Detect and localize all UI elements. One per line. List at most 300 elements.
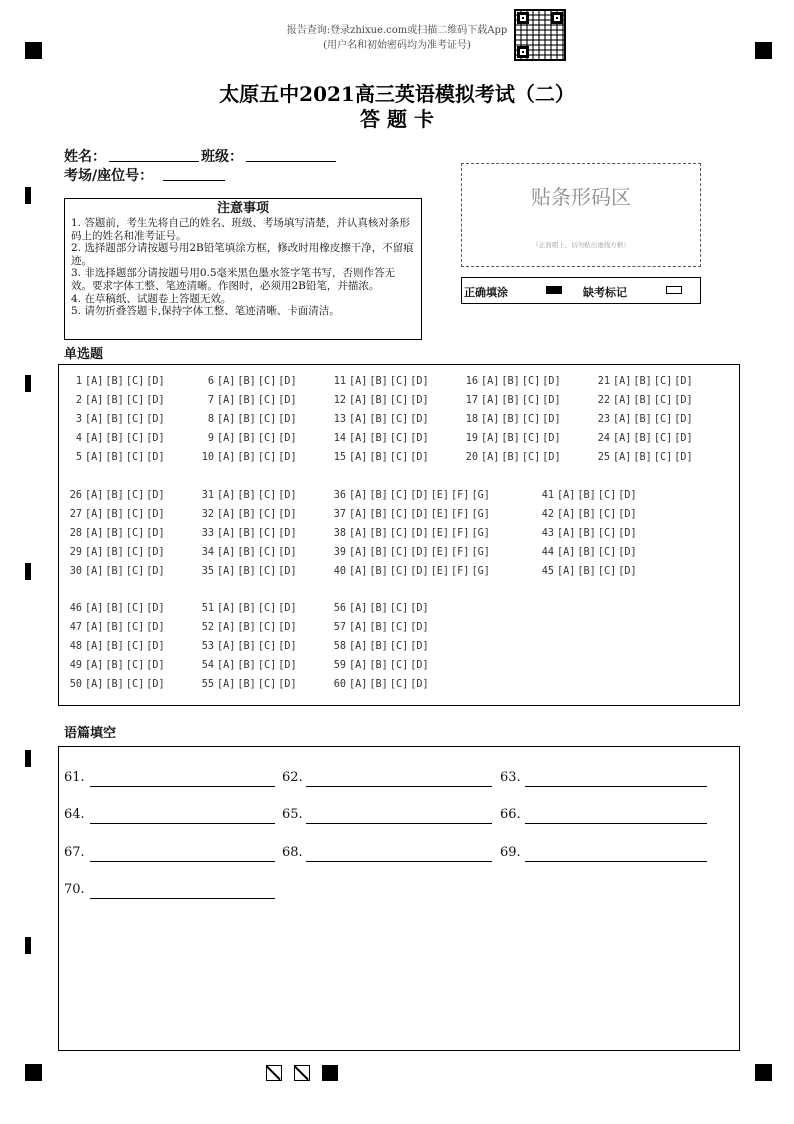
answer-option-a[interactable]: [A] — [613, 433, 632, 444]
answer-option-b[interactable]: [B] — [237, 622, 256, 633]
answer-option-d[interactable]: [D] — [410, 490, 429, 501]
answer-option-a[interactable]: [A] — [217, 490, 236, 501]
answer-option-b[interactable]: [B] — [501, 395, 520, 406]
answer-option-d[interactable]: [D] — [146, 528, 165, 539]
answer-option-c[interactable]: [C] — [125, 547, 145, 558]
answer-option-c[interactable]: [C] — [389, 452, 409, 463]
question-number: 11 — [333, 376, 346, 387]
answer-option-d[interactable]: [D] — [278, 566, 297, 577]
answer-option-d[interactable]: [D] — [146, 376, 165, 387]
qr-code[interactable] — [514, 9, 566, 61]
answer-option-a[interactable]: [A] — [349, 660, 368, 671]
answer-option-d[interactable]: [D] — [278, 528, 297, 539]
answer-option-a[interactable]: [A] — [481, 395, 500, 406]
blank-answer-line[interactable] — [90, 897, 275, 899]
answer-option-b[interactable]: [B] — [501, 414, 520, 425]
report-note-line1: 报告查询:登录zhixue.com或扫描二维码下载App — [286, 25, 508, 36]
answer-option-d[interactable]: [D] — [278, 622, 297, 633]
answer-option-d[interactable]: [D] — [542, 433, 561, 444]
answer-option-d[interactable]: [D] — [146, 433, 165, 444]
blank-answer-line[interactable] — [90, 785, 275, 787]
answer-option-c[interactable]: [C] — [125, 603, 145, 614]
answer-option-a[interactable]: [A] — [217, 622, 236, 633]
answer-option-c[interactable]: [C] — [597, 547, 617, 558]
answer-option-c[interactable]: [C] — [125, 679, 145, 690]
answer-option-d[interactable]: [D] — [278, 509, 297, 520]
answer-option-c[interactable]: [C] — [257, 679, 277, 690]
answer-option-c[interactable]: [C] — [257, 452, 277, 463]
answer-option-a[interactable]: [A] — [349, 509, 368, 520]
answer-option-c[interactable]: [C] — [597, 509, 617, 520]
answer-option-a[interactable]: [A] — [349, 679, 368, 690]
answer-option-c[interactable]: [C] — [257, 376, 277, 387]
answer-option-b[interactable]: [B] — [369, 490, 388, 501]
answer-option-a[interactable]: [A] — [85, 641, 104, 652]
answer-option-a[interactable]: [A] — [85, 376, 104, 387]
answer-option-b[interactable]: [B] — [237, 433, 256, 444]
answer-option-b[interactable]: [B] — [105, 528, 124, 539]
answer-option-c[interactable]: [C] — [521, 414, 541, 425]
answer-option-b[interactable]: [B] — [369, 395, 388, 406]
answer-option-c[interactable]: [C] — [389, 566, 409, 577]
answer-option-b[interactable]: [B] — [633, 376, 652, 387]
answer-option-d[interactable]: [D] — [278, 679, 297, 690]
blank-answer-line[interactable] — [90, 822, 275, 824]
answer-option-a[interactable]: [A] — [349, 641, 368, 652]
answer-option-d[interactable]: [D] — [278, 490, 297, 501]
answer-option-c[interactable]: [C] — [125, 641, 145, 652]
answer-option-d[interactable]: [D] — [410, 376, 429, 387]
answer-option-b[interactable]: [B] — [369, 622, 388, 633]
answer-option-g[interactable]: [G] — [471, 509, 490, 520]
answer-option-d[interactable]: [D] — [278, 433, 297, 444]
answer-option-c[interactable]: [C] — [389, 603, 409, 614]
answer-option-c[interactable]: [C] — [521, 395, 541, 406]
answer-option-g[interactable]: [G] — [471, 490, 490, 501]
answer-option-a[interactable]: [A] — [557, 547, 576, 558]
answer-option-b[interactable]: [B] — [633, 433, 652, 444]
answer-option-d[interactable]: [D] — [674, 395, 693, 406]
answer-option-c[interactable]: [C] — [125, 395, 145, 406]
answer-option-a[interactable]: [A] — [481, 452, 500, 463]
notice-item: 3. 非选择题部分请按题号用0.5毫米黑色墨水签字笔书写，否则作答无效。要求字体工整、笔迹清晰。作图时，必须用2B铅笔，并描浓。 — [71, 267, 396, 292]
answer-option-c[interactable]: [C] — [125, 566, 145, 577]
answer-option-c[interactable]: [C] — [125, 509, 145, 520]
answer-option-b[interactable]: [B] — [577, 528, 596, 539]
answer-option-c[interactable]: [C] — [653, 376, 673, 387]
answer-option-d[interactable]: [D] — [146, 679, 165, 690]
answer-option-b[interactable]: [B] — [633, 395, 652, 406]
answer-option-c[interactable]: [C] — [257, 395, 277, 406]
answer-option-a[interactable]: [A] — [349, 452, 368, 463]
answer-option-a[interactable]: [A] — [349, 603, 368, 614]
answer-option-d[interactable]: [D] — [618, 566, 637, 577]
answer-option-a[interactable]: [A] — [481, 376, 500, 387]
answer-option-a[interactable]: [A] — [85, 603, 104, 614]
answer-option-a[interactable]: [A] — [217, 452, 236, 463]
answer-option-c[interactable]: [C] — [257, 660, 277, 671]
answer-option-c[interactable]: [C] — [653, 433, 673, 444]
answer-option-c[interactable]: [C] — [257, 528, 277, 539]
question-49 — [68, 659, 167, 672]
answer-option-c[interactable]: [C] — [257, 433, 277, 444]
blank-answer-line[interactable] — [525, 860, 707, 862]
answer-option-c[interactable]: [C] — [389, 528, 409, 539]
answer-option-b[interactable]: [B] — [501, 452, 520, 463]
answer-option-c[interactable]: [C] — [389, 376, 409, 387]
answer-option-a[interactable]: [A] — [557, 509, 576, 520]
answer-option-c[interactable]: [C] — [125, 452, 145, 463]
answer-option-f[interactable]: [F] — [451, 509, 470, 520]
answer-option-d[interactable]: [D] — [618, 509, 637, 520]
answer-option-d[interactable]: [D] — [542, 376, 561, 387]
answer-option-d[interactable]: [D] — [146, 414, 165, 425]
answer-option-a[interactable]: [A] — [217, 414, 236, 425]
answer-option-a[interactable]: [A] — [217, 660, 236, 671]
question-18 — [464, 413, 563, 426]
answer-option-a[interactable]: [A] — [481, 414, 500, 425]
answer-option-b[interactable]: [B] — [237, 376, 256, 387]
question-number: 48 — [69, 641, 82, 652]
blank-answer-line[interactable] — [306, 860, 492, 862]
answer-option-d[interactable]: [D] — [410, 679, 429, 690]
fill-legend — [461, 277, 701, 304]
answer-option-b[interactable]: [B] — [369, 679, 388, 690]
answer-option-d[interactable]: [D] — [278, 376, 297, 387]
answer-option-c[interactable]: [C] — [389, 395, 409, 406]
answer-option-d[interactable]: [D] — [542, 395, 561, 406]
answer-option-b[interactable]: [B] — [237, 490, 256, 501]
answer-option-a[interactable]: [A] — [217, 395, 236, 406]
answer-option-c[interactable]: [C] — [125, 622, 145, 633]
answer-option-a[interactable]: [A] — [557, 566, 576, 577]
seat-field[interactable] — [163, 164, 225, 181]
answer-option-g[interactable]: [G] — [471, 566, 490, 577]
answer-option-d[interactable]: [D] — [146, 641, 165, 652]
question-number: 50 — [69, 679, 82, 690]
answer-option-c[interactable]: [C] — [257, 414, 277, 425]
answer-option-d[interactable]: [D] — [146, 566, 165, 577]
answer-option-b[interactable]: [B] — [237, 452, 256, 463]
question-45 — [540, 565, 639, 578]
answer-option-d[interactable]: [D] — [146, 395, 165, 406]
answer-option-d[interactable]: [D] — [674, 452, 693, 463]
answer-option-d[interactable]: [D] — [410, 622, 429, 633]
answer-option-b[interactable]: [B] — [105, 603, 124, 614]
answer-option-d[interactable]: [D] — [618, 528, 637, 539]
answer-option-d[interactable]: [D] — [278, 641, 297, 652]
answer-option-d[interactable]: [D] — [146, 490, 165, 501]
answer-option-a[interactable]: [A] — [557, 528, 576, 539]
answer-option-d[interactable]: [D] — [146, 622, 165, 633]
answer-option-d[interactable]: [D] — [278, 395, 297, 406]
answer-option-a[interactable]: [A] — [613, 414, 632, 425]
answer-option-a[interactable]: [A] — [85, 433, 104, 444]
answer-option-a[interactable]: [A] — [349, 566, 368, 577]
answer-option-b[interactable]: [B] — [501, 376, 520, 387]
answer-option-a[interactable]: [A] — [349, 376, 368, 387]
question-number: 12 — [333, 395, 346, 406]
answer-option-g[interactable]: [G] — [471, 547, 490, 558]
answer-option-a[interactable]: [A] — [85, 509, 104, 520]
answer-option-c[interactable]: [C] — [389, 641, 409, 652]
answer-option-d[interactable]: [D] — [542, 414, 561, 425]
answer-option-b[interactable]: [B] — [369, 509, 388, 520]
answer-option-b[interactable]: [B] — [369, 433, 388, 444]
answer-option-a[interactable]: [A] — [217, 641, 236, 652]
answer-option-a[interactable]: [A] — [349, 433, 368, 444]
answer-option-b[interactable]: [B] — [577, 490, 596, 501]
answer-option-c[interactable]: [C] — [257, 603, 277, 614]
answer-option-d[interactable]: [D] — [146, 547, 165, 558]
answer-option-b[interactable]: [B] — [577, 509, 596, 520]
answer-option-b[interactable]: [B] — [105, 376, 124, 387]
answer-option-a[interactable]: [A] — [85, 679, 104, 690]
answer-option-c[interactable]: [C] — [257, 641, 277, 652]
answer-option-b[interactable]: [B] — [105, 679, 124, 690]
answer-option-c[interactable]: [C] — [257, 622, 277, 633]
answer-option-c[interactable]: [C] — [521, 376, 541, 387]
answer-option-d[interactable]: [D] — [410, 509, 429, 520]
answer-option-b[interactable]: [B] — [237, 547, 256, 558]
answer-option-d[interactable]: [D] — [146, 660, 165, 671]
answer-option-e[interactable]: [E] — [430, 547, 450, 558]
question-number: 43 — [541, 528, 554, 539]
answer-option-a[interactable]: [A] — [217, 433, 236, 444]
answer-option-b[interactable]: [B] — [237, 414, 256, 425]
answer-option-f[interactable]: [F] — [451, 528, 470, 539]
question-6 — [200, 375, 299, 388]
answer-option-b[interactable]: [B] — [105, 433, 124, 444]
barcode-area[interactable] — [461, 163, 701, 267]
answer-option-b[interactable]: [B] — [369, 603, 388, 614]
answer-option-b[interactable]: [B] — [369, 452, 388, 463]
answer-option-d[interactable]: [D] — [410, 395, 429, 406]
answer-option-a[interactable]: [A] — [613, 395, 632, 406]
answer-option-d[interactable]: [D] — [674, 414, 693, 425]
blank-answer-line[interactable] — [306, 785, 492, 787]
answer-option-d[interactable]: [D] — [278, 547, 297, 558]
answer-option-a[interactable]: [A] — [217, 679, 236, 690]
question-27 — [68, 508, 167, 521]
answer-option-b[interactable]: [B] — [105, 660, 124, 671]
answer-option-b[interactable]: [B] — [105, 547, 124, 558]
timing-mark — [25, 750, 31, 767]
answer-option-c[interactable]: [C] — [125, 433, 145, 444]
answer-option-b[interactable]: [B] — [105, 414, 124, 425]
answer-option-c[interactable]: [C] — [125, 528, 145, 539]
answer-option-c[interactable]: [C] — [125, 414, 145, 425]
answer-option-d[interactable]: [D] — [146, 603, 165, 614]
answer-option-c[interactable]: [C] — [257, 490, 277, 501]
question-47 — [68, 621, 167, 634]
absent-mark-checkbox[interactable] — [666, 286, 682, 294]
answer-option-b[interactable]: [B] — [105, 490, 124, 501]
answer-option-c[interactable]: [C] — [125, 490, 145, 501]
answer-option-f[interactable]: [F] — [451, 566, 470, 577]
answer-option-a[interactable]: [A] — [349, 395, 368, 406]
answer-option-b[interactable]: [B] — [237, 509, 256, 520]
answer-option-d[interactable]: [D] — [410, 414, 429, 425]
question-number: 59 — [333, 660, 346, 671]
answer-option-d[interactable]: [D] — [278, 660, 297, 671]
answer-option-a[interactable]: [A] — [217, 376, 236, 387]
name-label: 姓名： — [64, 149, 106, 165]
answer-option-b[interactable]: [B] — [369, 376, 388, 387]
answer-option-b[interactable]: [B] — [577, 566, 596, 577]
answer-option-d[interactable]: [D] — [146, 509, 165, 520]
answer-option-a[interactable]: [A] — [349, 547, 368, 558]
answer-option-b[interactable]: [B] — [105, 452, 124, 463]
answer-option-b[interactable]: [B] — [105, 509, 124, 520]
answer-option-b[interactable]: [B] — [369, 641, 388, 652]
answer-option-b[interactable]: [B] — [105, 641, 124, 652]
answer-option-a[interactable]: [A] — [349, 490, 368, 501]
answer-option-c[interactable]: [C] — [389, 414, 409, 425]
class-field[interactable] — [246, 145, 336, 162]
answer-option-a[interactable]: [A] — [85, 452, 104, 463]
answer-option-c[interactable]: [C] — [389, 490, 409, 501]
answer-option-a[interactable]: [A] — [613, 452, 632, 463]
answer-option-a[interactable]: [A] — [217, 509, 236, 520]
answer-option-a[interactable]: [A] — [85, 566, 104, 577]
correct-fill-label: 正确填涂 — [464, 286, 508, 299]
question-number: 2 — [75, 395, 82, 406]
answer-option-b[interactable]: [B] — [369, 566, 388, 577]
answer-option-a[interactable]: [A] — [85, 660, 104, 671]
answer-option-a[interactable]: [A] — [217, 547, 236, 558]
answer-option-e[interactable]: [E] — [430, 509, 450, 520]
answer-option-c[interactable]: [C] — [389, 660, 409, 671]
answer-option-b[interactable]: [B] — [237, 679, 256, 690]
answer-option-a[interactable]: [A] — [85, 490, 104, 501]
answer-option-b[interactable]: [B] — [237, 660, 256, 671]
answer-option-c[interactable]: [C] — [653, 452, 673, 463]
answer-option-c[interactable]: [C] — [125, 660, 145, 671]
question-number: 30 — [69, 566, 82, 577]
blank-answer-line[interactable] — [90, 860, 275, 862]
answer-option-c[interactable]: [C] — [597, 490, 617, 501]
blank-answer-line[interactable] — [525, 822, 707, 824]
answer-option-d[interactable]: [D] — [410, 452, 429, 463]
answer-option-c[interactable]: [C] — [389, 433, 409, 444]
name-field[interactable] — [109, 145, 199, 162]
answer-option-a[interactable]: [A] — [217, 603, 236, 614]
answer-option-c[interactable]: [C] — [597, 528, 617, 539]
answer-option-a[interactable]: [A] — [349, 622, 368, 633]
answer-option-c[interactable]: [C] — [653, 395, 673, 406]
question-41 — [540, 489, 639, 502]
answer-option-e[interactable]: [E] — [430, 490, 450, 501]
answer-option-c[interactable]: [C] — [257, 509, 277, 520]
answer-option-b[interactable]: [B] — [237, 395, 256, 406]
question-11 — [332, 375, 431, 388]
answer-option-c[interactable]: [C] — [389, 622, 409, 633]
answer-option-b[interactable]: [B] — [105, 622, 124, 633]
question-42 — [540, 508, 639, 521]
blank-number: 65. — [282, 807, 303, 822]
answer-option-a[interactable]: [A] — [217, 528, 236, 539]
answer-option-c[interactable]: [C] — [653, 414, 673, 425]
question-number: 51 — [201, 603, 214, 614]
answer-option-a[interactable]: [A] — [217, 566, 236, 577]
answer-option-a[interactable]: [A] — [85, 528, 104, 539]
answer-option-c[interactable]: [C] — [257, 547, 277, 558]
answer-option-c[interactable]: [C] — [521, 452, 541, 463]
answer-option-c[interactable]: [C] — [389, 547, 409, 558]
answer-option-b[interactable]: [B] — [577, 547, 596, 558]
answer-option-b[interactable]: [B] — [105, 395, 124, 406]
answer-option-d[interactable]: [D] — [542, 452, 561, 463]
answer-option-d[interactable]: [D] — [618, 547, 637, 558]
answer-option-b[interactable]: [B] — [369, 528, 388, 539]
answer-option-d[interactable]: [D] — [410, 547, 429, 558]
answer-option-g[interactable]: [G] — [471, 528, 490, 539]
answer-option-e[interactable]: [E] — [430, 566, 450, 577]
blank-answer-line[interactable] — [306, 822, 492, 824]
answer-option-b[interactable]: [B] — [501, 433, 520, 444]
answer-option-a[interactable]: [A] — [481, 433, 500, 444]
answer-option-e[interactable]: [E] — [430, 528, 450, 539]
answer-option-a[interactable]: [A] — [85, 622, 104, 633]
answer-option-d[interactable]: [D] — [674, 376, 693, 387]
answer-option-b[interactable]: [B] — [369, 547, 388, 558]
answer-option-c[interactable]: [C] — [597, 566, 617, 577]
answer-option-d[interactable]: [D] — [410, 528, 429, 539]
answer-option-d[interactable]: [D] — [278, 603, 297, 614]
answer-option-a[interactable]: [A] — [557, 490, 576, 501]
answer-option-d[interactable]: [D] — [278, 452, 297, 463]
answer-option-c[interactable]: [C] — [389, 679, 409, 690]
answer-option-b[interactable]: [B] — [105, 566, 124, 577]
answer-option-f[interactable]: [F] — [451, 490, 470, 501]
answer-option-c[interactable]: [C] — [521, 433, 541, 444]
answer-option-d[interactable]: [D] — [410, 433, 429, 444]
answer-option-b[interactable]: [B] — [237, 603, 256, 614]
answer-option-b[interactable]: [B] — [237, 566, 256, 577]
answer-option-a[interactable]: [A] — [85, 395, 104, 406]
answer-option-a[interactable]: [A] — [349, 414, 368, 425]
answer-option-c[interactable]: [C] — [389, 509, 409, 520]
answer-option-d[interactable]: [D] — [410, 660, 429, 671]
answer-option-d[interactable]: [D] — [278, 414, 297, 425]
answer-option-d[interactable]: [D] — [410, 641, 429, 652]
answer-option-c[interactable]: [C] — [257, 566, 277, 577]
answer-option-d[interactable]: [D] — [674, 433, 693, 444]
question-number: 55 — [201, 679, 214, 690]
answer-option-b[interactable]: [B] — [369, 414, 388, 425]
answer-option-b[interactable]: [B] — [237, 641, 256, 652]
answer-option-d[interactable]: [D] — [410, 603, 429, 614]
answer-option-d[interactable]: [D] — [618, 490, 637, 501]
answer-option-c[interactable]: [C] — [125, 376, 145, 387]
answer-option-b[interactable]: [B] — [633, 414, 652, 425]
answer-option-b[interactable]: [B] — [633, 452, 652, 463]
answer-option-a[interactable]: [A] — [85, 547, 104, 558]
blank-answer-line[interactable] — [525, 785, 707, 787]
answer-option-a[interactable]: [A] — [349, 528, 368, 539]
answer-option-d[interactable]: [D] — [410, 566, 429, 577]
answer-option-f[interactable]: [F] — [451, 547, 470, 558]
answer-option-a[interactable]: [A] — [613, 376, 632, 387]
blank-number: 61. — [64, 770, 85, 785]
answer-option-d[interactable]: [D] — [146, 452, 165, 463]
corner-mark-bottom-right — [755, 1064, 772, 1081]
answer-option-b[interactable]: [B] — [369, 660, 388, 671]
answer-option-a[interactable]: [A] — [85, 414, 104, 425]
page-id-mark — [322, 1065, 338, 1081]
answer-option-b[interactable]: [B] — [237, 528, 256, 539]
